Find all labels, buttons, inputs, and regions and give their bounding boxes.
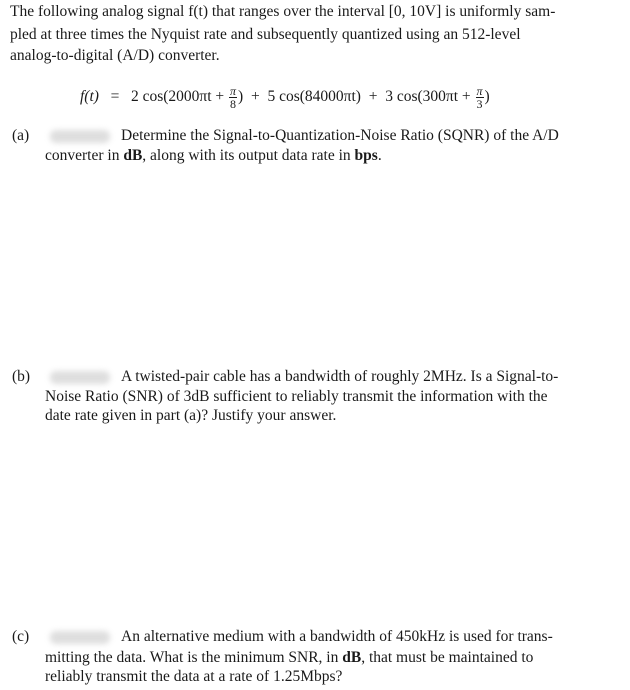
equation-term3: 3 cos(300πt + [385, 88, 471, 106]
part-a-line-1: Determine the Signal-to-Quantization-Noise Ratio (SQNR) of the A/D [121, 127, 559, 144]
equation-paren: ) [484, 88, 490, 106]
redacted-mark [50, 130, 110, 143]
part-a-line-2: converter in dB, along with its output data rate in bps. [45, 147, 382, 164]
unit-db: dB [342, 649, 362, 666]
redacted-mark [50, 631, 110, 644]
part-c-line-3: reliably transmit the data at a rate of 1.25Mbps? [45, 668, 343, 685]
part-b-line-3: date rate given in part (a)? Justify your answer. [45, 407, 337, 424]
equation-term2: 5 cos(84000πt) [267, 88, 361, 106]
unit-bps: bps [354, 147, 378, 164]
part-b-line-2: Noise Ratio (SNR) of 3dB sufficient to reliably transmit the information with the [45, 388, 548, 405]
fraction-denominator: 8 [230, 97, 237, 111]
intro-line-1: The following analog signal f(t) that ranges over the interval [0, 10V] is uniformly sam- [10, 3, 556, 20]
equation-equals: = [110, 88, 120, 106]
equation-plus: + [368, 88, 378, 106]
part-c-line-2: mitting the data. What is the minimum SNR, in dB, that must be maintained to [45, 649, 534, 666]
fraction-numerator: π [230, 84, 237, 98]
redacted-mark [50, 371, 110, 384]
equation-plus: + [250, 88, 260, 106]
equation-fraction-pi-3 [476, 85, 484, 110]
fraction-numerator: π [476, 84, 483, 98]
equation-term1: 2 cos(2000πt + [130, 88, 225, 106]
intro-line-3: analog-to-digital (A/D) converter. [10, 47, 220, 64]
part-a-label: (a) [12, 127, 30, 144]
part-c-line-1: An alternative medium with a bandwidth of 450kHz is used for trans- [121, 628, 553, 645]
signal-equation [80, 85, 490, 119]
part-b-label: (b) [12, 368, 31, 385]
fraction-denominator: 3 [476, 97, 483, 111]
part-c-label: (c) [12, 628, 30, 645]
part-b-line-1: A twisted-pair cable has a bandwidth of roughly 2MHz. Is a Signal-to- [121, 368, 559, 385]
equation-fraction-pi-8 [229, 85, 237, 110]
equation-paren: ) [238, 88, 244, 106]
intro-line-2: pled at three times the Nyquist rate and subsequently quantized using an 512-level [10, 26, 521, 43]
unit-db: dB [123, 147, 143, 164]
equation-lhs: f(t) [80, 88, 99, 106]
